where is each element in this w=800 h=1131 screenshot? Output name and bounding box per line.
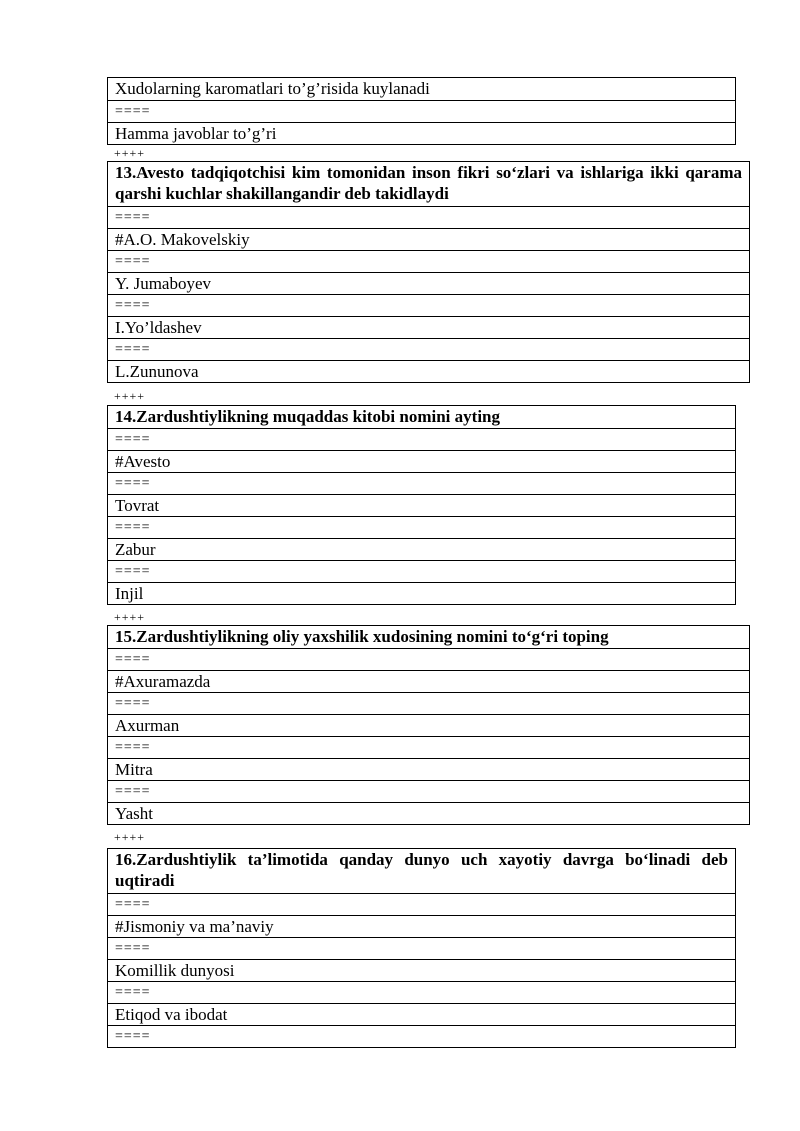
- option-separator: ====: [108, 893, 735, 915]
- answer-option: Xudolarning karomatlari to’g’risida kuylanadi: [115, 79, 430, 98]
- question-table-14: [107, 405, 736, 605]
- question-end-marker: ++++: [114, 146, 146, 160]
- question-text: 14.Zardushtiylikning muqaddas kitobi nomini ayting: [115, 407, 500, 426]
- option-separator: ====: [108, 250, 749, 272]
- question-table-16: [107, 848, 736, 1048]
- option-separator: ====: [108, 100, 735, 122]
- option-separator: ====: [108, 648, 749, 670]
- correct-answer-option: #Avesto: [108, 450, 735, 472]
- answer-option: Hamma javoblar to’g’ri: [108, 122, 735, 144]
- answer-option: Etiqod va ibodat: [108, 1003, 735, 1025]
- option-separator: ====: [108, 560, 735, 582]
- question-table-12: [107, 77, 736, 145]
- option-separator: ====: [108, 428, 735, 450]
- question-text: 16.Zardushtiylik ta’limotida qanday dunyo uch xayotiy davrga bo‘linadi deb uqtiradi: [115, 850, 728, 890]
- answer-option: L.Zununova: [108, 360, 749, 382]
- question-end-marker: ++++: [114, 830, 146, 844]
- option-separator: ====: [108, 981, 735, 1003]
- question-table-13: [107, 161, 750, 383]
- answer-option: Komillik dunyosi: [108, 959, 735, 981]
- option-separator: ====: [108, 937, 735, 959]
- correct-answer-option: #Axuramazda: [108, 670, 749, 692]
- answer-option: Injil: [108, 582, 735, 604]
- question-end-marker: ++++: [114, 610, 146, 624]
- option-separator: ====: [108, 338, 749, 360]
- option-separator: ====: [108, 472, 735, 494]
- option-separator: ====: [108, 692, 749, 714]
- option-separator: ====: [108, 1025, 735, 1047]
- option-separator: ====: [108, 736, 749, 758]
- question-end-marker: ++++: [114, 389, 146, 403]
- option-separator: ====: [108, 516, 735, 538]
- question-table-15: [107, 625, 750, 825]
- answer-option: Zabur: [108, 538, 735, 560]
- option-separator: ====: [108, 206, 749, 228]
- question-text: 15.Zardushtiylikning oliy yaxshilik xudosining nomini to‘g‘ri toping: [115, 627, 609, 646]
- correct-answer-option: #A.O. Makovelskiy: [108, 228, 749, 250]
- answer-option: Mitra: [108, 758, 749, 780]
- option-separator: ====: [108, 294, 749, 316]
- answer-option: Axurman: [108, 714, 749, 736]
- answer-option: Tovrat: [108, 494, 735, 516]
- answer-option: I.Yo’ldashev: [108, 316, 749, 338]
- correct-answer-option: #Jismoniy va ma’naviy: [108, 915, 735, 937]
- answer-option: Y. Jumaboyev: [108, 272, 749, 294]
- answer-option: Yasht: [108, 802, 749, 824]
- question-text: 13.Avesto tadqiqotchisi kim tomonidan inson fikri so‘zlari va ishlariga ikki qarama qarshi kuchlar shakillangandir deb takidlaydi: [115, 163, 742, 203]
- option-separator: ====: [108, 780, 749, 802]
